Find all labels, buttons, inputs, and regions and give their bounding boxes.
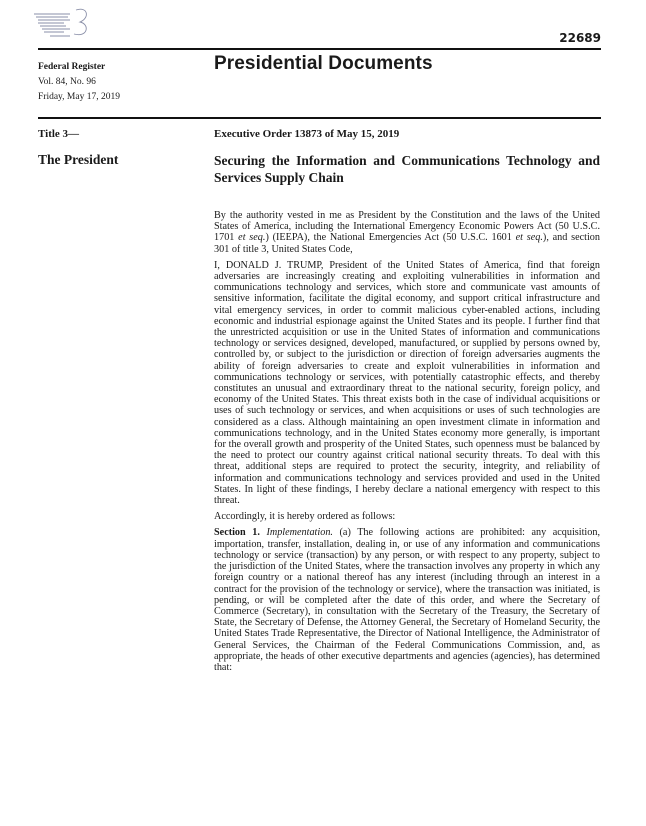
section-label: Section 1. bbox=[214, 527, 260, 539]
section-heading: Implementation. bbox=[266, 527, 333, 539]
executive-order-line: Executive Order 13873 of May 15, 2019 bbox=[214, 128, 400, 140]
header-rule bbox=[38, 48, 601, 50]
section-title: Presidential Documents bbox=[214, 53, 433, 74]
title-number: Title 3— bbox=[38, 128, 80, 140]
federal-register-logo-icon bbox=[30, 4, 94, 44]
preamble-text-2: ) (IEEPA), the National Emergencies Act (50 U.S.C. 1601 bbox=[265, 232, 516, 244]
register-date: Friday, May 17, 2019 bbox=[38, 92, 120, 102]
section-text: (a) The following actions are prohibited: any acquisition, importation, transfer, installation, dealing in, or use of any information and communications technology or service (transaction) by any person, or with respect to any property, subject to the jurisdiction of the United States, where the transaction involves any property in which any foreign country or a national thereof has any interest (including through an interest in a contract for the provision of the technology or service), where the transaction was initiated, is pending, or will be completed after the date of this order, and where the Secretary of Commerce (Secretary), in consultation with the Secretary of the Treasury, the Secretary of State, the Secretary of Defense, the Attorney General, the Secretary of Homeland Security, the United States Trade Representative, the Director of National Intelligence, the Administrator of General Services, the Chairman of the Federal Communications Commission, and, as appropriate, the heads of other executive departments and agencies (agencies), has determined that: bbox=[214, 527, 600, 673]
section-1-paragraph bbox=[214, 527, 600, 673]
section-rule bbox=[38, 117, 601, 119]
register-info bbox=[38, 60, 120, 105]
preamble-paragraph bbox=[214, 210, 600, 255]
preamble-italic-2: et seq. bbox=[515, 232, 543, 244]
register-name: Federal Register bbox=[38, 62, 106, 72]
page-number: 22689 bbox=[559, 31, 601, 45]
order-title: Securing the Information and Communications Technology and Services Supply Chain bbox=[214, 153, 600, 185]
register-volume: Vol. 84, No. 96 bbox=[38, 77, 96, 87]
ordered-paragraph: Accordingly, it is hereby ordered as follows: bbox=[214, 511, 396, 523]
preamble-text-1: By the authority vested in me as President by the Constitution and the laws of the United States of America, including the International Emergency Economic Powers Act (50 U.S.C. 1701 bbox=[214, 210, 600, 244]
findings-paragraph: I, DONALD J. TRUMP, President of the United States of America, find that foreign adversaries are increasingly creating and exploiting vulnerabilities in information and communications technology and services, which store and communicate vast amounts of sensitive information, facilitate the digital economy, and support critical infrastructure and vital emergency services, in order to commit malicious cyber-enabled actions, including economic and industrial espionage against the United States and its people. I further find that the unrestricted acquisition or use in the United States of information and communications technology or services designed, developed, manufactured, or supplied by persons owned by, controlled by, or subject to the jurisdiction or direction of foreign adversaries augments the ability of foreign adversaries to create and exploit vulnerabilities in information and communications technology or services, with potentially catastrophic effects, and thereby constitutes an unusual and extraordinary threat to the national security, foreign policy, and economy of the United States. This threat exists both in the case of individual acquisitions or uses of such technology or services, and when acquisitions or uses of such technologies are considered as a class. Although maintaining an open investment climate in information and communications technology, and in the United States economy more generally, is important for the overall growth and prosperity of the United States, such openness must be balanced by the need to protect our country against critical national security threats. To deal with this threat, additional steps are required to protect the security, integrity, and reliability of information and communications technology and services provided and used in the United States. In light of these findings, I hereby declare a national emergency with respect to this threat. bbox=[214, 259, 600, 507]
president-heading: The President bbox=[38, 152, 119, 167]
order-body bbox=[214, 210, 600, 678]
preamble-italic-1: et seq. bbox=[238, 232, 266, 244]
preamble-text-3: ), and section 301 of title 3, United States Code, bbox=[214, 232, 600, 255]
